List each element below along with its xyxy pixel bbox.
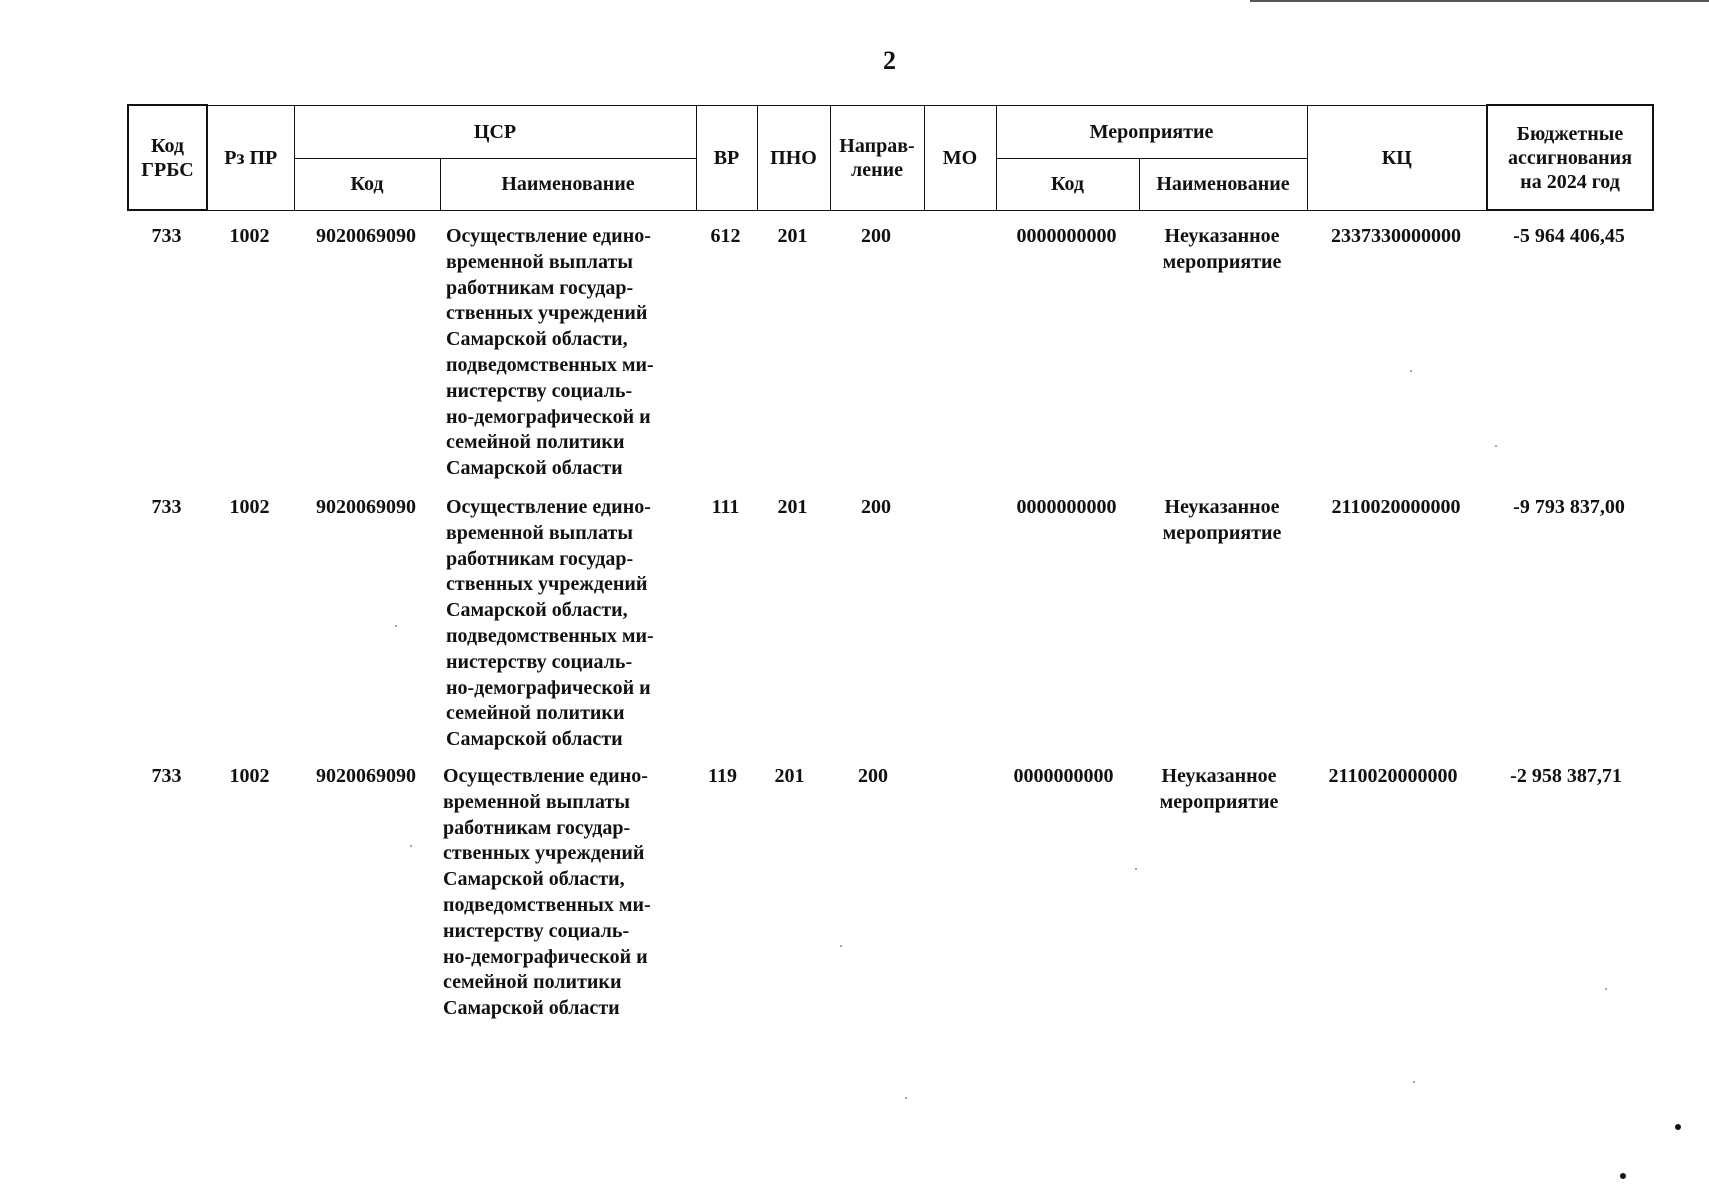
header-csr-kod: Код <box>294 158 440 210</box>
header-csr-name: Наименование <box>440 158 696 210</box>
row-pno: 201 <box>777 225 808 247</box>
mer-name-line: мероприятие <box>1159 790 1279 813</box>
header-mer-kod: Код <box>996 158 1139 210</box>
csr-name-line: подведомственных ми- <box>446 624 654 647</box>
row-mer-name <box>1138 224 1306 276</box>
csr-name-line: Самарской области, <box>446 599 628 622</box>
scan-speck <box>1413 1081 1415 1083</box>
csr-name-line: подведомственных ми- <box>446 353 654 376</box>
header-pno: ПНО <box>757 105 830 210</box>
mer-name-line: мероприятие <box>1162 250 1282 273</box>
scan-speck <box>840 945 842 947</box>
mer-name-line: Неуказанное <box>1164 496 1280 518</box>
row-pno: 201 <box>774 765 805 787</box>
mer-name-line: мероприятие <box>1162 521 1282 544</box>
mer-name-line: Неуказанное <box>1164 225 1280 247</box>
scan-dot <box>1620 1173 1626 1179</box>
csr-name-line: Самарской области <box>446 457 623 480</box>
row-csr-name <box>446 495 676 753</box>
scan-dot <box>1675 1124 1681 1130</box>
csr-name-line: работникам государ- <box>446 547 634 570</box>
csr-name-line: временной выплаты <box>443 790 630 813</box>
scan-speck <box>1605 988 1607 990</box>
header-mer-name: Наименование <box>1139 158 1307 210</box>
csr-name-line: Самарской области <box>446 728 623 751</box>
scan-speck <box>410 845 412 847</box>
csr-name-line: но-демографической и <box>446 676 651 699</box>
csr-name-line: подведомственных ми- <box>443 893 651 916</box>
row-grbs: 733 <box>151 225 182 247</box>
header-budget-line3: на 2024 год <box>1520 170 1620 193</box>
csr-name-line: Самарской области, <box>446 328 628 351</box>
csr-name-line: работникам государ- <box>446 276 634 299</box>
scan-speck <box>1135 868 1137 870</box>
row-napravlenie: 200 <box>861 225 891 247</box>
csr-name-line: но-демографической и <box>446 405 651 428</box>
csr-name-line: Осуществление едино- <box>446 225 651 247</box>
row-vr: 119 <box>708 765 737 787</box>
scan-speck <box>395 625 397 627</box>
header-vr: ВР <box>696 105 757 210</box>
header-csr: ЦСР <box>294 105 696 158</box>
header-kod-grbs <box>128 105 207 210</box>
row-mer-code: 0000000000 <box>1016 225 1117 247</box>
csr-name-line: семейной политики <box>446 702 625 725</box>
header-napravlenie-line2: ление <box>850 158 904 181</box>
row-grbs: 733 <box>151 765 182 787</box>
row-csr-code: 9020069090 <box>316 496 416 518</box>
row-napravlenie: 200 <box>858 765 888 787</box>
row-rzpr: 1002 <box>229 496 270 518</box>
row-rzpr: 1002 <box>229 765 270 787</box>
row-kc: 2337330000000 <box>1331 225 1461 247</box>
header-budget <box>1487 105 1653 210</box>
row-amount: -5 964 406,45 <box>1513 225 1625 247</box>
row-vr: 111 <box>711 496 740 518</box>
row-vr: 612 <box>710 225 741 247</box>
csr-name-line: ственных учреждений <box>443 842 645 865</box>
scan-speck <box>1410 370 1412 372</box>
csr-name-line: нистерству социаль- <box>446 379 633 402</box>
header-napravlenie-line1: Направ- <box>839 134 915 157</box>
csr-name-line: ственных учреждений <box>446 573 648 596</box>
page-number: 2 <box>883 46 896 75</box>
header-napravlenie <box>830 105 924 210</box>
csr-name-line: Осуществление едино- <box>446 496 651 518</box>
csr-name-line: Самарской области <box>443 997 620 1020</box>
row-kc: 2110020000000 <box>1331 496 1461 518</box>
table-header <box>127 104 1654 211</box>
row-amount: -2 958 387,71 <box>1510 765 1622 787</box>
header-kod-grbs-line2: ГРБС <box>141 158 194 181</box>
csr-name-line: Осуществление едино- <box>443 765 648 787</box>
row-amount: -9 793 837,00 <box>1513 496 1625 518</box>
row-csr-code: 9020069090 <box>316 225 416 247</box>
row-kc: 2110020000000 <box>1328 765 1458 787</box>
header-kc: КЦ <box>1307 105 1487 210</box>
mer-name-line: Неуказанное <box>1161 765 1277 787</box>
scan-speck <box>905 1097 907 1099</box>
row-mer-name <box>1138 495 1306 547</box>
csr-name-line: семейной политики <box>446 431 625 454</box>
csr-name-line: нистерству социаль- <box>443 919 630 942</box>
row-mer-code: 0000000000 <box>1013 765 1114 787</box>
row-csr-name <box>443 764 673 1022</box>
scan-speck <box>1495 445 1497 447</box>
header-meropriyatie: Мероприятие <box>996 105 1307 158</box>
header-budget-line2: ассигнования <box>1507 146 1633 169</box>
csr-name-line: семейной политики <box>443 971 622 994</box>
csr-name-line: работникам государ- <box>443 816 631 839</box>
csr-name-line: Самарской области, <box>443 868 625 891</box>
row-mer-name <box>1135 764 1303 816</box>
header-budget-line1: Бюджетные <box>1516 122 1624 145</box>
row-mer-code: 0000000000 <box>1016 496 1117 518</box>
header-mo: МО <box>924 105 996 210</box>
row-csr-code: 9020069090 <box>316 765 416 787</box>
csr-name-line: временной выплаты <box>446 250 633 273</box>
csr-name-line: нистерству социаль- <box>446 650 633 673</box>
row-csr-name <box>446 224 676 482</box>
csr-name-line: ственных учреждений <box>446 302 648 325</box>
row-napravlenie: 200 <box>861 496 891 518</box>
row-pno: 201 <box>777 496 808 518</box>
csr-name-line: но-демографической и <box>443 945 648 968</box>
row-rzpr: 1002 <box>229 225 270 247</box>
header-rz-pr: Рз ПР <box>207 105 294 210</box>
header-kod-grbs-line1: Код <box>150 134 185 157</box>
scan-edge-line <box>1250 0 1709 2</box>
row-grbs: 733 <box>151 496 182 518</box>
csr-name-line: временной выплаты <box>446 521 633 544</box>
